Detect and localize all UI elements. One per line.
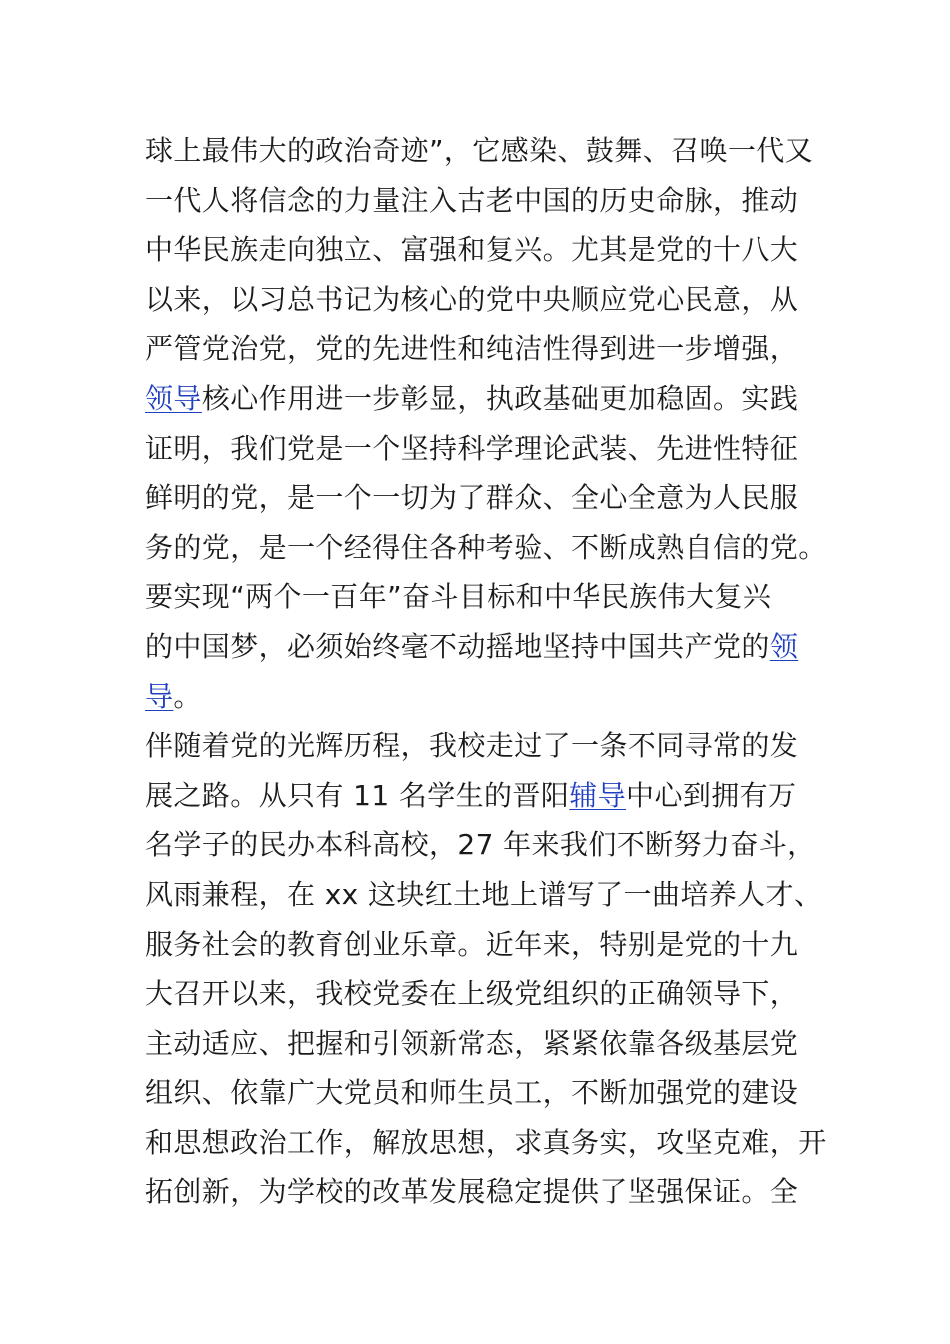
text-line: 组织、依靠广大党员和师生员工，不断加强党的建设: [145, 1076, 799, 1110]
text-segment: 核心作用进一步彰显，执政基础更加稳固。实践: [201, 381, 799, 415]
text-segment: 。: [173, 679, 202, 713]
text-line: 中华民族走向独立、富强和复兴。尤其是党的十八大: [145, 233, 799, 267]
text-line: [145, 374, 810, 424]
text-line: 拓创新，为学校的改革发展稳定提供了坚强保证。全: [145, 1175, 799, 1209]
text-line: 以来，以习总书记为核心的党中央顺应党心民意，从: [145, 282, 799, 316]
text-line: 主动适应、把握和引领新常态，紧紧依靠各级基层党: [145, 1026, 799, 1060]
text-line: 鲜明的党，是一个一切为了群众、全心全意为人民服: [145, 481, 799, 515]
text-segment: 的中国梦，必须始终毫不动摇地坚持中国共产党的: [145, 629, 770, 663]
leadership-link[interactable]: 领导: [145, 381, 202, 415]
text-line: 一代人将信念的力量注入古老中国的历史命脉，推动: [145, 183, 799, 217]
text-line: 大召开以来，我校党委在上级党组织的正确领导下，: [145, 977, 799, 1011]
text-segment: 展之路。从只有 11 名学生的晋阳: [145, 778, 570, 812]
text-line: 和思想政治工作，解放思想，求真务实，攻坚克难，开: [145, 1125, 827, 1159]
text-line: 服务社会的教育创业乐章。近年来，特别是党的十九: [145, 927, 799, 961]
text-line: 证明，我们党是一个坚持科学理论武装、先进性特征: [145, 431, 799, 465]
text-line: 严管党治党，党的先进性和纯洁性得到进一步增强，: [145, 332, 799, 366]
text-line: 风雨兼程，在 xx 这块红土地上谱写了一曲培养人才、: [145, 877, 823, 911]
text-line: 要实现“两个一百年”奋斗目标和中华民族伟大复兴: [145, 580, 772, 614]
text-line: 球上最伟大的政治奇迹”，它感染、鼓舞、召唤一代又: [145, 134, 814, 167]
leadership-link-part1[interactable]: 领: [769, 629, 799, 663]
text-line: 务的党，是一个经得住各种考验、不断成熟自信的党。: [145, 530, 827, 564]
text-segment: 中心到拥有万: [626, 778, 797, 812]
leadership-link-part2[interactable]: 导: [145, 679, 174, 713]
text-line: 伴随着党的光辉历程，我校走过了一条不同寻常的发: [145, 729, 799, 763]
tutoring-link[interactable]: 辅导: [569, 778, 627, 812]
text-line: [145, 622, 810, 672]
document-body: [145, 126, 827, 1217]
paragraph-1: [145, 126, 827, 721]
paragraph-2: [145, 721, 827, 1217]
text-line: [145, 771, 810, 821]
text-line: [145, 672, 810, 722]
text-line: 名学子的民办本科高校，27 年来我们不断努力奋斗，: [145, 828, 816, 862]
